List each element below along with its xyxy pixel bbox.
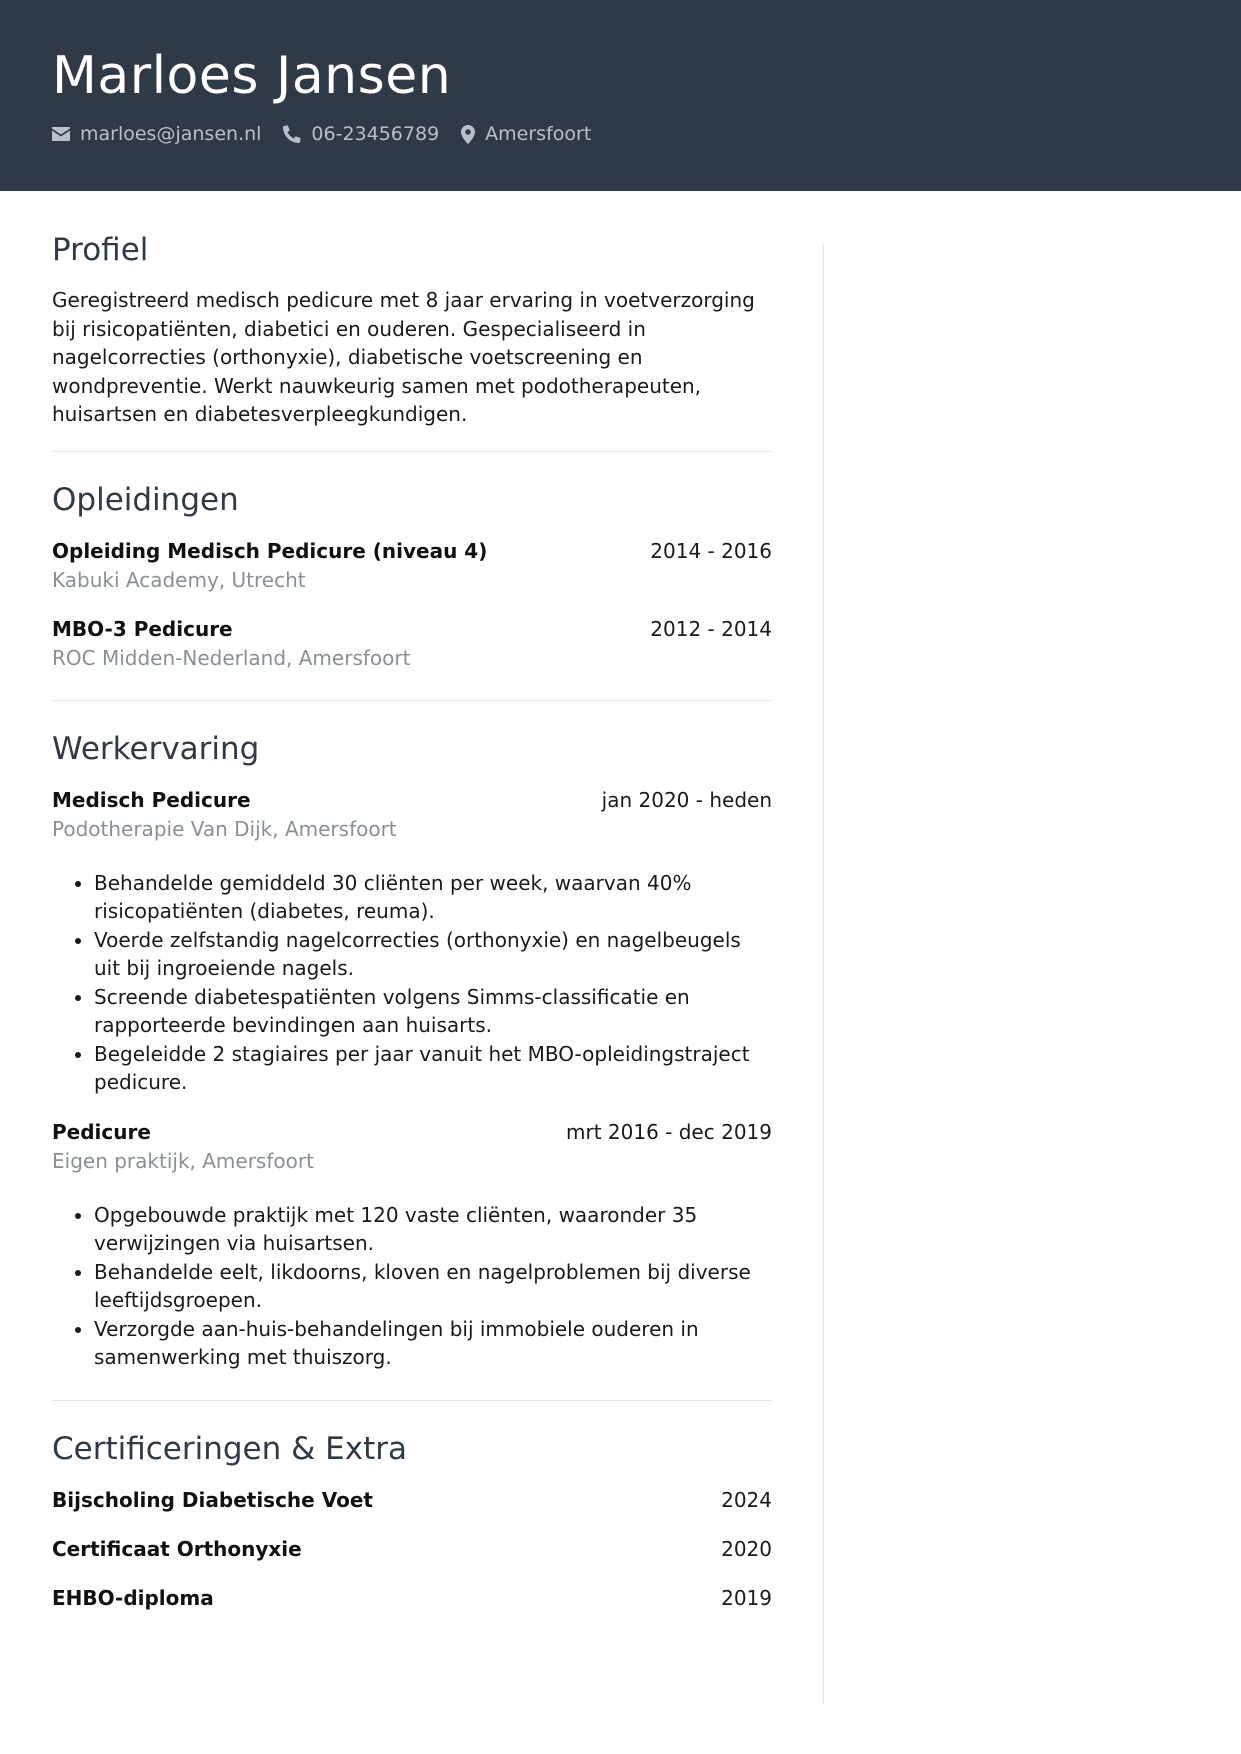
section-profiel: [52, 228, 772, 452]
section-title-werkervaring: Werkervaring: [52, 730, 260, 767]
education-title: Opleiding Medisch Pedicure (niveau 4): [52, 538, 488, 563]
main-column: [52, 228, 772, 1680]
job-bullet: • Verzorgde aan-huis-behandelingen bij immobiele ouderen in samenwerking met thuiszorg.: [94, 1315, 772, 1372]
certificate-year: 2020: [721, 1536, 772, 1561]
education-entry: [52, 536, 772, 594]
education-institution: ROC Midden-Nederland, Amersfoort: [52, 645, 411, 670]
job-date: mrt 2016 - dec 2019: [566, 1119, 772, 1144]
job-employer: Eigen praktijk, Amersfoort: [52, 1148, 314, 1173]
certificate-title: Bijscholing Diabetische Voet: [52, 1487, 373, 1512]
job-bullets: [94, 1201, 772, 1372]
contact-phone[interactable]: [283, 123, 439, 145]
certificate-row: [52, 1583, 772, 1613]
email-text: marloes@jansen.nl: [80, 123, 262, 145]
section-werkervaring: [52, 727, 772, 1401]
phone-icon: [283, 125, 301, 143]
job-bullet: • Opgebouwde praktijk met 120 vaste cliënten, waaronder 35 verwijzingen via huisartsen.: [94, 1201, 772, 1258]
job-bullet: • Screende diabetespatiënten volgens Simms-classificatie en rapporteerde bevindingen aan huisarts.: [94, 983, 772, 1040]
section-opleidingen: [52, 478, 772, 701]
education-title: MBO-3 Pedicure: [52, 616, 233, 641]
job-bullet: • Voerde zelfstandig nagelcorrecties (orthonyxie) en nagelbeugels uit bij ingroeiende nagels.: [94, 926, 772, 983]
job-title: Pedicure: [52, 1119, 151, 1144]
job-bullet: • Begeleidde 2 stagiaires per jaar vanuit het MBO-opleidingstraject pedicure.: [94, 1040, 772, 1097]
job-bullet: • Behandelde eelt, likdoorns, kloven en nagelproblemen bij diverse leeftijdsgroepen.: [94, 1258, 772, 1315]
section-title-certificeringen: Certificeringen & Extra: [52, 1430, 407, 1467]
candidate-name: Marloes Jansen: [52, 46, 452, 106]
education-entry: [52, 614, 772, 672]
job-entry: [52, 1117, 772, 1372]
certificate-title: Certificaat Orthonyxie: [52, 1536, 302, 1561]
certificate-row: [52, 1534, 772, 1564]
job-employer: Podotherapie Van Dijk, Amersfoort: [52, 816, 397, 841]
contact-location: [461, 123, 591, 145]
job-entry: [52, 785, 772, 1097]
job-bullet: • Behandelde gemiddeld 30 cliënten per week, waarvan 40% risicopatiënten (diabetes, reuma).: [94, 869, 772, 926]
location-text: Amersfoort: [485, 123, 592, 145]
job-title: Medisch Pedicure: [52, 787, 251, 812]
job-bullets: [94, 869, 772, 1097]
education-institution: Kabuki Academy, Utrecht: [52, 567, 306, 592]
section-title-opleidingen: Opleidingen: [52, 481, 239, 518]
certificate-year: 2024: [721, 1487, 772, 1512]
contact-email[interactable]: [52, 123, 261, 145]
certificate-row: [52, 1485, 772, 1515]
envelope-icon: [52, 127, 70, 141]
profile-text: Geregistreerd medisch pedicure met 8 jaar ervaring in voetverzorging bij risicopatiënten, diabetici en ouderen. Gespecialiseerd in nagelcorrecties (orthonyxie), diabetische voetscreening en wondpreventie. Werkt nauwkeurig samen met podotherapeuten, huisartsen en diabetesverpleegkundigen.: [52, 288, 755, 426]
section-title-profiel: Profiel: [52, 232, 149, 268]
contact-bar: [52, 121, 613, 147]
column-divider: [823, 244, 824, 1704]
map-pin-icon: [461, 125, 475, 144]
education-date: 2014 - 2016: [650, 538, 772, 563]
certificate-title: EHBO-diploma: [52, 1585, 214, 1610]
job-date: jan 2020 - heden: [601, 787, 772, 812]
phone-text: 06-23456789: [311, 123, 440, 145]
resume-header: [0, 0, 1241, 191]
certificate-year: 2019: [721, 1585, 772, 1610]
section-certificeringen: [52, 1427, 772, 1654]
education-date: 2012 - 2014: [650, 616, 772, 641]
